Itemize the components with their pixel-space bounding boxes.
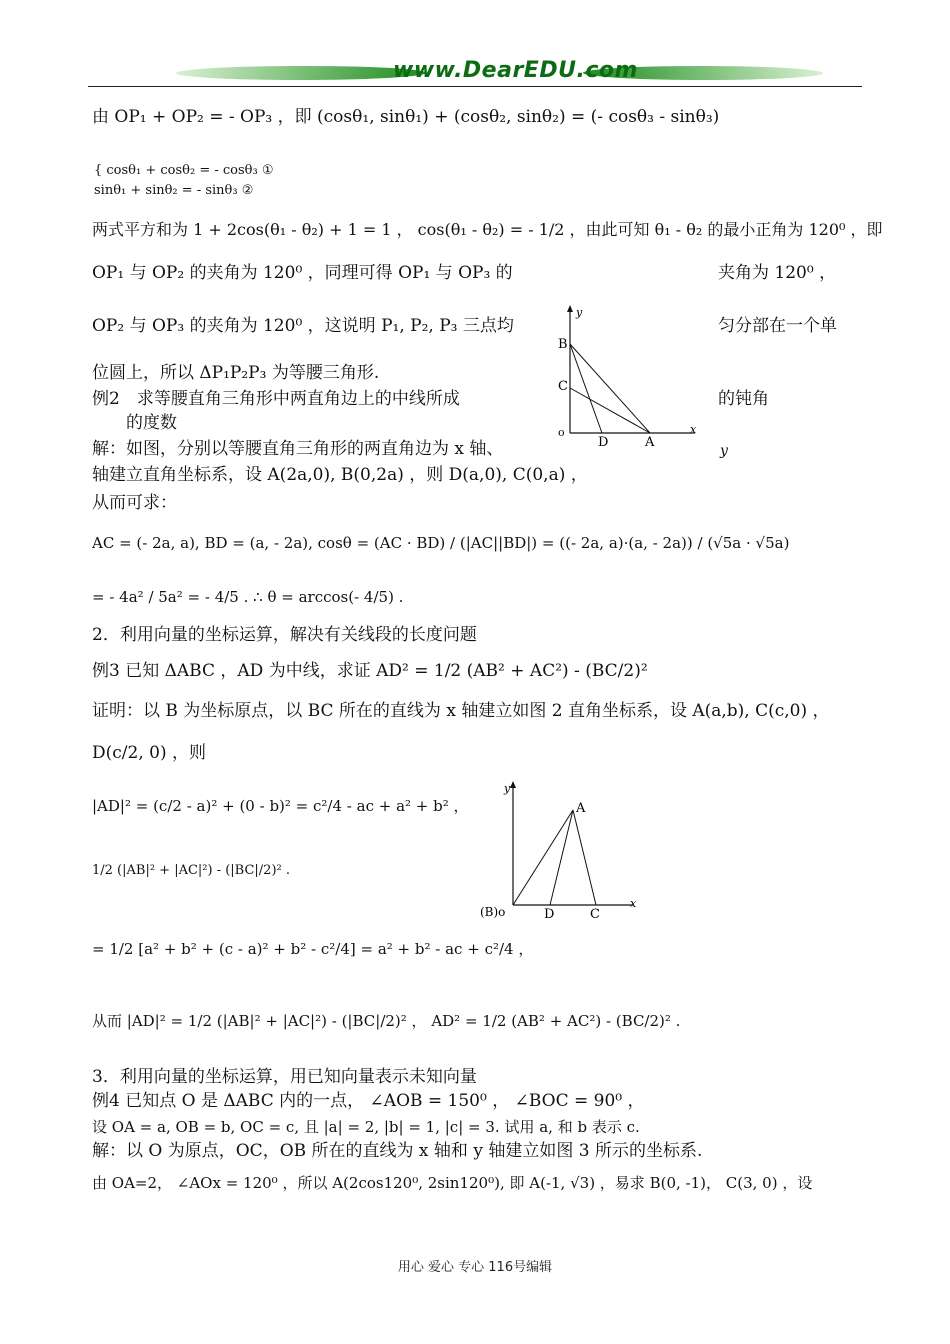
fig2-label: y <box>504 782 511 795</box>
header-swoosh-left <box>173 66 428 80</box>
equation-system-line: { cosθ₁ + cosθ₂ = - cosθ₃ ① <box>94 163 274 178</box>
formula-line: = 1/2 [a² + b² + (c - a)² + b² - c²/4] = a² + b² - ac + c²/4 ， <box>92 940 534 958</box>
header-rule <box>88 86 862 87</box>
equation-system-line: sinθ₁ + sinθ₂ = - sinθ₃ ② <box>94 183 254 198</box>
text-line: y <box>720 443 728 459</box>
fig1-label: C <box>558 379 568 394</box>
line-DA <box>550 810 573 905</box>
fig2-label: (B)o <box>480 905 506 919</box>
example-heading: 例2 求等腰直角三角形中两直角边上的中线所成 <box>92 389 460 409</box>
formula-line: AC = (- 2a, a), BD = (a, - 2a), cosθ = (AC · BD) / (|AC||BD|) = ((- 2a, a)·(a, - 2a)) / (√5a · √5a) <box>92 534 790 552</box>
formula-line: 1/2 (|AB|² + |AC|²) - (|BC|/2)² . <box>92 863 291 878</box>
line-CA <box>570 388 650 433</box>
line-BA <box>570 344 650 433</box>
figure-triangle-median <box>478 776 648 926</box>
text-line: 证明：以 B 为坐标原点，以 BC 所在的直线为 x 轴建立如图 2 直角坐标系，设 A(a,b), C(c,0) ， <box>92 701 830 721</box>
formula-line: 从而 |AD|² = 1/2 (|AB|² + |AC|²) - (|BC|/2)² ， AD² = 1/2 (AB² + AC²) - (BC/2)² . <box>92 1012 681 1030</box>
text-line: OP₂ 与 OP₃ 的夹角为 120⁰ ，这说明 P₁, P₂, P₃ 三点均 <box>92 316 514 336</box>
text-line: 的度数 <box>92 413 177 433</box>
text-line: OP₁ 与 OP₂ 的夹角为 120⁰ ，同理可得 OP₁ 与 OP₃ 的 <box>92 263 513 283</box>
text-line: 的钝角 <box>718 389 769 409</box>
text-line: 解：如图，分别以等腰直角三角形的两直角边为 x 轴、 <box>92 439 504 459</box>
y-axis-arrow <box>567 305 573 312</box>
fig2-label: D <box>544 907 555 922</box>
fig1-label: y <box>576 306 583 319</box>
figure-right-triangle <box>530 300 705 450</box>
example-heading: 例4 已知点 O 是 ΔABC 内的一点， ∠AOB = 150⁰ ， ∠BOC = 90⁰ ， <box>92 1091 645 1111</box>
fig1-label: x <box>690 423 697 436</box>
y-axis-arrow <box>510 781 516 788</box>
text-line: 夹角为 120⁰ ， <box>718 263 837 283</box>
fig1-label: D <box>598 435 609 450</box>
text-line: 两式平方和为 1 + 2cos(θ₁ - θ₂) + 1 = 1 ， cos(θ₁ - θ₂) = - 1/2 ，由此可知 θ₁ - θ₂ 的最小正角为 120⁰ ，即 <box>92 220 883 239</box>
formula-line: D(c/2, 0) ，则 <box>92 743 206 763</box>
text-line: 设 OA = a, OB = b, OC = c, 且 |a| = 2, |b| = 1, |c| = 3. 试用 a, 和 b 表示 c. <box>92 1118 640 1136</box>
text-line: 解：以 O 为原点，OC，OB 所在的直线为 x 轴和 y 轴建立如图 3 所示的坐标系. <box>92 1141 703 1161</box>
text-line: 匀分部在一个单 <box>718 316 837 336</box>
page-footer: 用心 爱心 专心 116号编辑 <box>397 1260 553 1275</box>
line-BD <box>570 344 602 433</box>
section-heading: 2．利用向量的坐标运算，解决有关线段的长度问题 <box>92 625 477 645</box>
site-logo: www.DearEDU.com <box>393 58 638 83</box>
text-line: 轴建立直角坐标系，设 A(2a,0), B(0,2a) ，则 D(a,0), C(0,a) ， <box>92 465 588 485</box>
text-line: 从而可求： <box>92 493 177 513</box>
line-CA <box>573 810 596 905</box>
fig2-label: x <box>630 897 637 910</box>
formula-line: |AD|² = (c/2 - a)² + (0 - b)² = c²/4 - ac + a² + b² ， <box>92 797 469 815</box>
section-heading: 3．利用向量的坐标运算，用已知向量表示未知向量 <box>92 1067 477 1087</box>
text-line: 由 OA=2， ∠AOx = 120⁰ ，所以 A(2cos120⁰, 2sin120⁰), 即 A(-1, √3) ，易求 B(0, -1)， C(3, 0) ，设 <box>92 1174 813 1192</box>
formula-line: = - 4a² / 5a² = - 4/5 . ∴ θ = arccos(- 4/5) . <box>92 588 404 606</box>
example-heading: 例3 已知 ΔABC ，AD 为中线，求证 AD² = 1/2 (AB² + AC²) - (BC/2)² <box>92 661 648 681</box>
fig2-label: C <box>590 907 600 922</box>
line-BA <box>513 810 573 905</box>
text-line: 由 OP₁ + OP₂ = - OP₃ ，即 (cosθ₁, sinθ₁) + (cosθ₂, sinθ₂) = (- cosθ₃ - sinθ₃) <box>92 107 720 127</box>
fig1-label: o <box>558 426 565 439</box>
text-line: 位圆上，所以 ΔP₁P₂P₃ 为等腰三角形. <box>92 363 380 383</box>
page-header <box>88 58 862 90</box>
fig1-label: A <box>645 435 655 450</box>
fig1-label: B <box>558 337 568 352</box>
fig2-label: A <box>576 801 586 816</box>
